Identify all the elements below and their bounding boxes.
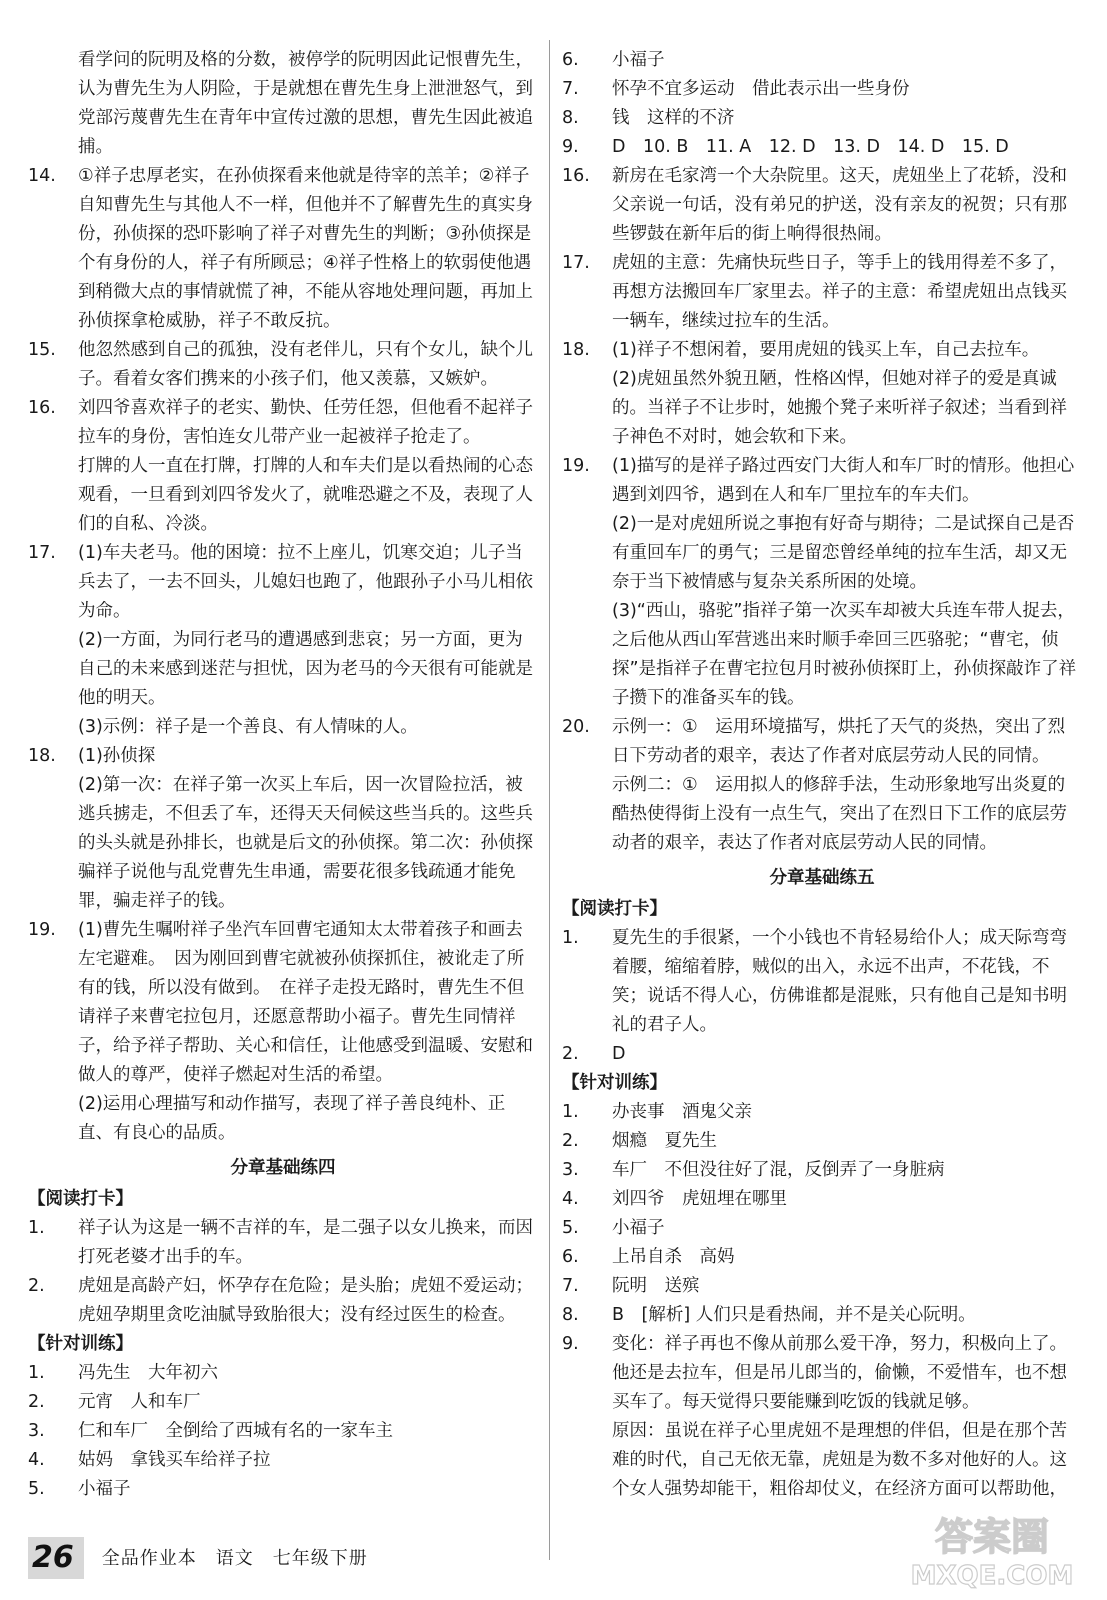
- item-text: 小福子: [612, 50, 665, 70]
- answer-subpart: 看学问的阮明及格的分数，被停学的阮明因此记恨曹先生，认为曹先生为人阴险，于是就想在曹先生身上泄泄怒气，到党部污蔑曹先生在青年中宣传过激的思想，曹先生因此被追捕。: [78, 50, 533, 157]
- watermark-line2: MXQE.COM: [910, 1561, 1074, 1591]
- item-number: 1.: [562, 1102, 579, 1122]
- item-number: 6.: [562, 50, 579, 70]
- item-text: (1)车夫老马。他的困境：拉不上座儿，饥寒交迫；儿子当兵去了，一去不回头，儿媳妇也跑了，他跟孙子小马儿相依为命。: [78, 543, 533, 621]
- subsection-label: 【针对训练】: [562, 1073, 667, 1093]
- answer-item: [28, 1446, 538, 1475]
- answer-item: [28, 1388, 538, 1417]
- subsection-label: 【阅读打卡】: [28, 1189, 133, 1209]
- answer-subpart: (2)一是对虎妞所说之事抱有好奇与期待；二是试探自己是否有重回车厂的勇气；三是留恋曾经单纯的拉车生活，却又无奈于当下被情感与复杂关系所困的处境。: [612, 514, 1075, 592]
- answer-item: [562, 1127, 1082, 1156]
- answer-item: [28, 539, 538, 626]
- item-number: 17.: [28, 543, 56, 563]
- answer-subpart: (2)一方面，为同行老马的遭遇感到悲哀；另一方面，更为自己的未来感到迷茫与担忧，因为老马的今天很有可能就是他的明天。: [78, 630, 533, 708]
- item-number: 19.: [562, 456, 590, 476]
- item-text: 虎妞的主意：先痛快玩些日子，等手上的钱用得差不多了，再想方法搬回车厂家里去。祥子的主意：希望虎妞出点钱买一辆车，继续过拉车的生活。: [612, 253, 1067, 331]
- answer-item: [562, 162, 1082, 249]
- answer-item: [562, 104, 1082, 133]
- item-number: 3.: [28, 1421, 45, 1441]
- answer-item: [28, 916, 538, 1090]
- answer-item: [562, 1098, 1082, 1127]
- answer-item: [562, 924, 1082, 1040]
- answer-item: [562, 75, 1082, 104]
- item-number: 16.: [562, 166, 590, 186]
- answer-item: [562, 1243, 1082, 1272]
- item-text: 他忽然感到自己的孤独，没有老伴儿，只有个女儿，缺个儿子。看着女客们携来的小孩子们，他又羡慕，又嫉妒。: [78, 340, 533, 389]
- item-number: 7.: [562, 79, 579, 99]
- answer-item: [562, 1330, 1082, 1417]
- item-text: 办丧事 酒鬼父亲: [612, 1102, 752, 1122]
- item-text: 小福子: [612, 1218, 665, 1238]
- item-number: 8.: [562, 1305, 579, 1325]
- item-text: 刘四爷 虎妞埋在哪里: [612, 1189, 787, 1209]
- subsection-label: 【阅读打卡】: [562, 899, 667, 919]
- book-title: 全品作业本 语文 七年级下册: [101, 1547, 368, 1569]
- item-number: 4.: [28, 1450, 45, 1470]
- left-column: [28, 46, 538, 1504]
- item-text: 祥子认为这是一辆不吉祥的车，是二强子以女儿换来，而因打死老婆才出手的车。: [78, 1218, 533, 1267]
- item-number: 18.: [562, 340, 590, 360]
- item-text: 元宵 人和车厂: [78, 1392, 201, 1412]
- item-text: 上吊自杀 高妈: [612, 1247, 735, 1267]
- item-number: 17.: [562, 253, 590, 273]
- answer-item: [28, 1272, 538, 1330]
- item-number: 6.: [562, 1247, 579, 1267]
- item-text: 车厂 不但没往好了混，反倒弄了一身脏病: [612, 1160, 945, 1180]
- item-text: 冯先生 大年初六: [78, 1363, 218, 1383]
- item-text: 怀孕不宜多运动 借此表示出一些身份: [612, 79, 910, 99]
- answer-subpart: (3)示例：祥子是一个善良、有人情味的人。: [78, 717, 418, 737]
- answer-subpart: (2)运用心理描写和动作描写，表现了祥子善良纯朴、正直、有良心的品质。: [78, 1094, 506, 1143]
- item-number: 3.: [562, 1160, 579, 1180]
- answer-item: [28, 742, 538, 771]
- item-number: 1.: [28, 1363, 45, 1383]
- item-text: (1)描写的是祥子路过西安门大街人和车厂时的情形。他担心遇到刘四爷，遇到在人和车厂里拉车的车夫们。: [612, 456, 1075, 505]
- answer-item: [562, 133, 1082, 162]
- answer-item: [28, 1417, 538, 1446]
- answer-item: [562, 1185, 1082, 1214]
- item-text: 仁和车厂 全倒给了西城有名的一家车主: [78, 1421, 393, 1441]
- answer-item: [562, 46, 1082, 75]
- item-text: 示例一：① 运用环境描写，烘托了天气的炎热，突出了烈日下劳动者的艰辛，表达了作者对底层劳动人民的同情。: [612, 717, 1066, 766]
- answer-item: [562, 1156, 1082, 1185]
- item-text: (1)祥子不想闲着，要用虎妞的钱买上车，自己去拉车。: [612, 340, 1040, 360]
- answer-item: [562, 452, 1082, 510]
- item-number: 9.: [562, 1334, 579, 1354]
- item-number: 2.: [28, 1276, 45, 1296]
- item-number: 2.: [562, 1044, 579, 1064]
- item-text: B [解析] 人们只是看热闹，并不是关心阮明。: [612, 1305, 976, 1325]
- subsection-label: 【针对训练】: [28, 1334, 133, 1354]
- item-text: 变化：祥子再也不像从前那么爱干净，努力，积极向上了。他还是去拉车，但是吊儿郎当的，偷懒，不爱惜车，也不想买车了。每天觉得只要能赚到吃饭的钱就足够。: [612, 1334, 1067, 1412]
- item-text: 虎妞是高龄产妇，怀孕存在危险；是头胎；虎妞不爱运动；虎妞孕期里贪吃油腻导致胎很大；没有经过医生的检查。: [78, 1276, 533, 1325]
- answer-item: [562, 1214, 1082, 1243]
- answer-subpart: (3)“西山，骆驼”指祥子第一次买车却被大兵连车带人捉去，之后他从西山军营逃出来时顺手牵回三匹骆驼；“曹宅，侦探”是指祥子在曹宅拉包月时被孙侦探盯上，孙侦探敲诈了祥子攒下的准备买车的钱。: [612, 601, 1077, 708]
- answer-item: [28, 394, 538, 452]
- answer-item: [28, 1359, 538, 1388]
- answer-item: [28, 1475, 538, 1504]
- item-text: 烟瘾 夏先生: [612, 1131, 717, 1151]
- item-text: 姑妈 拿钱买车给祥子拉: [78, 1450, 271, 1470]
- answer-item: [562, 713, 1082, 771]
- answer-item: [562, 1272, 1082, 1301]
- item-number: 14.: [28, 166, 56, 186]
- item-number: 16.: [28, 398, 56, 418]
- item-text: (1)曹先生嘱咐祥子坐汽车回曹宅通知太太带着孩子和画去左宅避难。 因为刚回到曹宅就被孙侦探抓住，被讹走了所有的钱，所以没有做到。 在祥子走投无路时，曹先生不但请祥子来曹宅拉包月，还愿意帮助小福子。曹先生同情祥子，给予祥子帮助、关心和信任，让他感受到温暖、安慰和做人的尊严，使祥子燃起对生活的希望。: [78, 920, 533, 1085]
- item-text: 钱 这样的不济: [612, 108, 735, 128]
- item-number: 15.: [28, 340, 56, 360]
- watermark-logo: [887, 1506, 1097, 1592]
- item-text: D: [612, 1044, 626, 1064]
- item-number: 20.: [562, 717, 590, 737]
- answer-item: [28, 336, 538, 394]
- answer-item: [28, 162, 538, 336]
- item-text: 夏先生的手很紧，一个小钱也不肯轻易给仆人；成天际弯弯着腰，缩缩着脖，贼似的出入，永远不出声，不花钱，不笑；说话不得人心，仿佛谁都是混账，只有他自己是知书明礼的君子人。: [612, 928, 1067, 1035]
- item-number: 1.: [562, 928, 579, 948]
- answer-item: [28, 1214, 538, 1272]
- item-number: 2.: [562, 1131, 579, 1151]
- answer-item: [562, 1301, 1082, 1330]
- item-text: ①祥子忠厚老实，在孙侦探看来他就是待宰的羔羊；②祥子自知曹先生与其他人不一样，但他并不了解曹先生的真实身份，孙侦探的恐吓影响了祥子对曹先生的判断；③孙侦探是个有身份的人，祥子有所顾忌；④祥子性格上的软弱使他遇到稍微大点的事情就慌了神，不能从容地处理问题，再加上孙侦探拿枪威胁，祥子不敢反抗。: [78, 166, 533, 331]
- item-number: 19.: [28, 920, 56, 940]
- item-number: 1.: [28, 1218, 45, 1238]
- item-text: (1)孙侦探: [78, 746, 156, 766]
- answer-item: [562, 1040, 1082, 1069]
- page-number: 26: [28, 1537, 84, 1579]
- answer-item: [562, 249, 1082, 336]
- item-text: 刘四爷喜欢祥子的老实、勤快、任劳任怨，但他看不起祥子拉车的身份，害怕连女儿带产业一起被祥子抢走了。: [78, 398, 533, 447]
- item-text: 小福子: [78, 1479, 131, 1499]
- item-number: 9.: [562, 137, 579, 157]
- section-heading: 分章基础练四: [230, 1158, 336, 1178]
- page-footer: [28, 1536, 368, 1580]
- answer-subpart: (2)虎妞虽然外貌丑陋，性格凶悍，但她对祥子的爱是真诚的。当祥子不让步时，她搬个凳子来听祥子叙述；当看到祥子神色不对时，她会软和下来。: [612, 369, 1067, 447]
- answer-item: [562, 336, 1082, 365]
- answer-subpart: 原因：虽说在祥子心里虎妞不是理想的伴侣，但是在那个苦难的时代，自己无依无靠，虎妞是为数不多对他好的人。这个女人强势却能干，粗俗却仗义，在经济方面可以帮助他，: [612, 1421, 1067, 1499]
- column-divider: [549, 40, 550, 1560]
- item-number: 8.: [562, 108, 579, 128]
- item-text: 新房在毛家湾一个大杂院里。这天，虎妞坐上了花轿，没和父亲说一句话，没有弟兄的护送，没有亲友的祝贺；只有那些锣鼓在新年后的街上响得很热闹。: [612, 166, 1067, 244]
- section-heading: 分章基础练五: [769, 868, 875, 888]
- answer-subpart: 打牌的人一直在打牌，打牌的人和车夫们是以看热闹的心态观看，一旦看到刘四爷发火了，就唯恐避之不及，表现了人们的自私、冷淡。: [78, 456, 533, 534]
- item-text: 阮明 送殡: [612, 1276, 700, 1296]
- item-number: 5.: [562, 1218, 579, 1238]
- right-column: [562, 46, 1082, 1504]
- answer-subpart: (2)第一次：在祥子第一次买上车后，因一次冒险拉活，被逃兵掳走，不但丢了车，还得天天伺候这些当兵的。这些兵的头头就是孙排长，也就是后文的孙侦探。第二次：孙侦探骗祥子说他与乱党曹先生串通，需要花很多钱疏通才能免罪，骗走祥子的钱。: [78, 775, 533, 911]
- watermark-line1: 答案圈: [934, 1515, 1050, 1559]
- answer-subpart: 示例二：① 运用拟人的修辞手法，生动形象地写出炎夏的酷热使得街上没有一点生气，突出了在烈日下工作的底层劳动者的艰辛，表达了作者对底层劳动人民的同情。: [612, 775, 1067, 853]
- item-number: 5.: [28, 1479, 45, 1499]
- item-text: D 10. B 11. A 12. D 13. D 14. D 15. D: [612, 137, 1009, 157]
- item-number: 2.: [28, 1392, 45, 1412]
- item-number: 7.: [562, 1276, 579, 1296]
- item-number: 4.: [562, 1189, 579, 1209]
- item-number: 18.: [28, 746, 56, 766]
